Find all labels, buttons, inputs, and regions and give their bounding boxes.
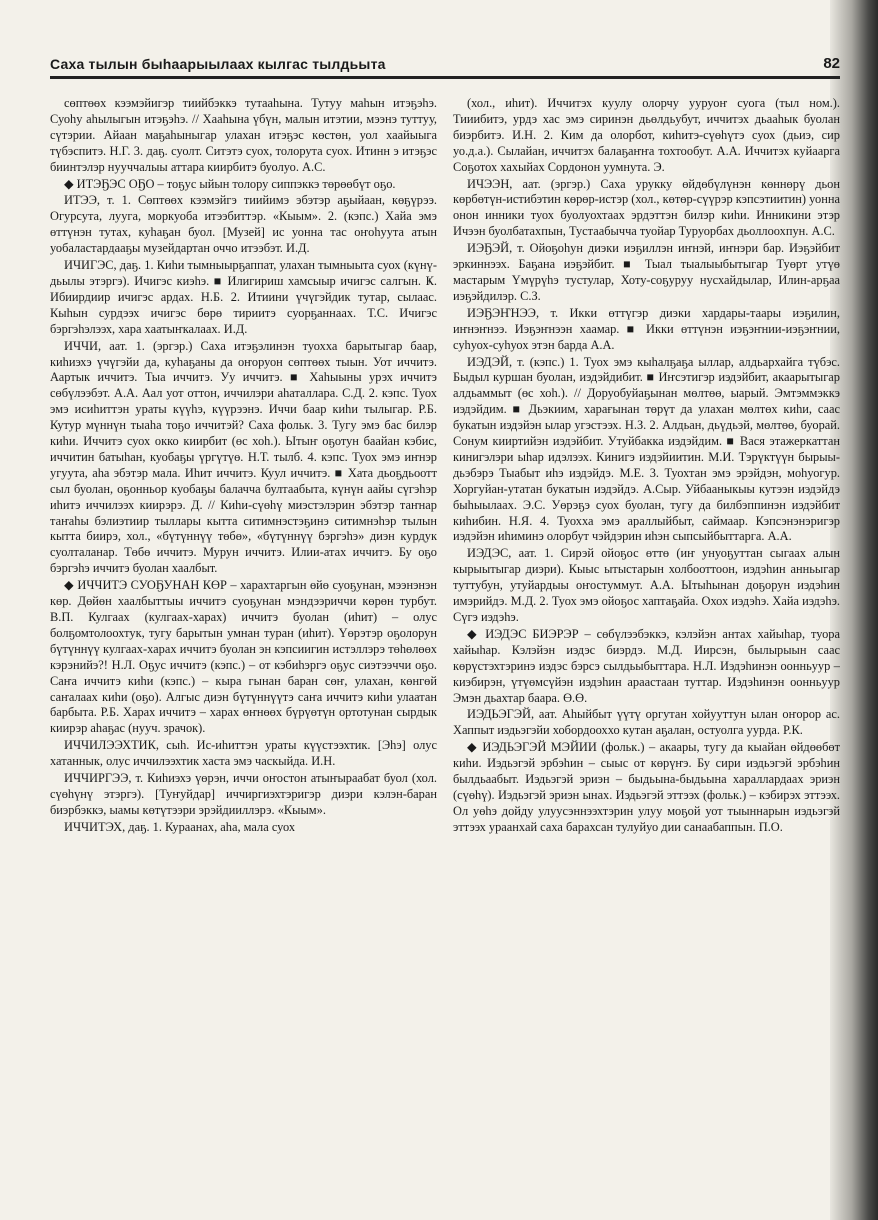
entry-paragraph: ИЭДЬЭГЭЙ, аат. Аһыйбыт үүтү оргутан хойууттун ылан оҥорор ас. Хаппыт иэдьэгэйи хобордооххо кутан аҕалан, остуолга уурда. Р.К. — [453, 707, 840, 738]
entry-paragraph: ИЧЧИЛЭЭХТИК, сыһ. Ис-иһиттэн ураты күүстээхтик. [Эһэ] олус хатаннык, олус иччилээхтик хаста эмэ часкыйда. И.Н. — [50, 738, 437, 769]
entry-paragraph: ИЭДЭЙ, т. (кэпс.) 1. Туох эмэ кыһалҕаҕа ыллар, алдьархайга түбэс. Быдыл куршан буолан, иэдэйдибит. ■ Иҥсэтигэр иэдэйбит, акаарытыгар алдьаммыт (өс хоһ.). // Доруобуйаҕынан мөлтөө, ыарый. Эмтэммэккэ иэдэйдим. ■ Дьэкиим, харағынан төрүт да улахан мөлтөх киһи, саас букатын иэдэйэн ылар угэстээх. Н.З. 2. Алдьан, дьүдьэй, мөлтөө, буорай. Сонум кииртийэн иэдэйбит. Утуйбакка иэдэйдим. ■ Вася этажеркаттан кинигэлэри ыһар идэлээх. Кинигэ иэдэйиитин. М.И. Тэрүктүүн бырыы-дьэбэрэ Тыабыт иһэ иэдэйдэ. М.Е. 3. Туохтан эмэ эрэйдэн, моһуогур. Хоргуйан-утатан букатын иэдэйдэ. А.Сыр. Уйбааныкыы кутээн иэдэйдэ быһыылаах. Э.С. Уөрэҕэ суох буолан, тугу да билбэппинэн иэдэйбит киһибин. Н.Я. 4. Туохха эмэ араллыйбыт, саймаар. Кэпсэнэнэригэр иэдэйэн иһиминэ олорбут чэйдэрин иһэн сыпсыйбыттарга. А.А. — [453, 354, 840, 544]
two-column-body — [50, 96, 840, 1196]
entry-paragraph: ◆ ИЭДЭС БИЭРЭР – сөбүлээбэккэ, кэлэйэн антах хайыһар, туора хайыһар. Кэлэйэн иэдэс биэрдэ. М.Д. Иирсэн, былырыын саас көрүстэхтэринэ иэдэс бэрсэ сылдьыбыттара. Н.Л. Иэдэһинэн оонньуур – киэбирэн, үтүөмсүйэн иэдэһин араастаан туттар. Иэдэһинэн оонньуур Эмэн дьахтар баара. Ө.Ө. — [453, 626, 840, 705]
entry-paragraph: ИЧЧИРГЭЭ, т. Киһиэхэ үөрэн, иччи оҥостон атыҥыраабат буол (хол. сүөһүнү этэргэ). [Туҥуйдар] иччиргиэхтэригэр диэри кэлэн-баран биэрбэккэ, ыамы көтүтээри эрэйдииллэрэ. «Кыым». — [50, 771, 437, 817]
entry-paragraph: ИЭДЭС, аат. 1. Сирэй ойоҕос өттө (иҥ унуоҕуттан сыгаах алын кырыытыгар диэри). Кыыс ытыстарын холбооттоон, иэдэһин анньыгар туттубун, утуйардыы оҥостуммут. А.А. Ытыһынан доҕорун иэдэһин имэрийдэ. М.Д. 2. Туох эмэ ойоҕос хаптаҕайа. Охох иэдэһэ. Хайа иэдэһэ. Сүгэ иэдэһэ. — [453, 546, 840, 624]
entry-paragraph: ◆ ИТЭҔЭС ОҔО – тоҕус ыйын толору сиппэккэ төрөөбүт оҕо. — [64, 176, 396, 191]
entry-paragraph: ИЧЧИ, аат. 1. (эргэр.) Саха итэҕэлинэн туохха барытыгар баар, киһиэхэ үчүгэйи да, куһаҕаны да оҥоруон сөптөөх тыын. Уот иччитэ. Аартык иччитэ. Тыа иччитэ. Уу иччитэ. ■ Хаһыыны урэх иччитэ сөбүлээбэт. А.А. Аал уот оттон, иччилэри аһаталлара. С.Д. 2. кэпс. Туох эмэ исиһиттэн ураты күүһэ, күүрээнэ. Иччи баар киһи тылыгар. Р.Б. Кутур мүннүн тыаһа тоҕо иччитэй? Саха фольк. 3. Тугу эмэ бас билэр киһи. Иччитэ суох окко киирбит (өс хоһ.). Ытыҥ оҕотун баайан кэбис, иччитин батыһан, куобаҕы үргүтүө. Н.Т. тылб. 4. кэпс. Туох эмэ иҥнэр угуута, аһа эбэтэр мала. Иһит иччитэ. Куул иччитэ. ■ Хата дьоҕдьоотт сыл буолан, оҕонньор куобаҕы балачча бултаабыта, күнүн аайы сүгэһэр иһитэ иччилээх киирэрэ. Д. // Киһи-сүөһү миэстэлэрин эбэтэр таҥнар таҥаһы бэлиэтиир тыллары кытта ситимнэстэҕинэ ситимнэһэр тылын кытта биирэ, хол., «бүтүннүү төбө», «бүтүннүү бэргэһэ» диэн курдук суолталанар. Төбө иччитэ. Мурун иччитэ. Илии-атах иччитэ. Бу оҕо бэргэһэ иччитэ буолан хаалбыт. — [50, 338, 437, 576]
entry-paragraph: ИЭҔЭҤНЭЭ, т. Икки өттүгэр диэки хардары-таары иэҕилин, иҥнэҥнээ. Иэҕэҥнээн хаамар. ■ Икки өттүнэн иэҕэҥнии-иэҕэҥнии, суһуох-суһуох этэн барда А.А. — [453, 305, 840, 352]
left-column — [50, 96, 437, 1196]
entry-paragraph: ИЧЧИТЭХ, даҕ. 1. Кураанах, аһа, мала суох — [64, 819, 296, 834]
entry-paragraph: (хол., иһит). Иччитэх куулу олорчу ууруоҥ суога (тыл ном.). Тииибитэ, урдэ хас эмэ сиринэн дьөлдьубут, иччитэх дьааһык буолан биэрбитэ. И.Н. 2. Ким да олорбот, киһитэ-сүөһүтэ суох (дьиэ, сир уо.д.а.). Сылайан, иччитэх балаҕаҥҥа тохтообут. А.А. Иччитэх куйаарга Соҕотох хахыйах Сордонон уумнута. Э. — [453, 96, 840, 174]
entry-paragraph: ИЧЭЭН, аат. (эргэр.) Саха урукку өйдөбүлүнэн көннөрү дьон көрбөтүн-истибэтин көрөр-истэр (хол., көтөр-сүүрэр кэпсэтиитин) уонна онон инники туох буолуохтаах эрдэттэн билэр киһи. Инникини этэр Ичээн буолбатахпын, Тустаабычча туойар Туруорбах дьоллоохпун. А.С. — [453, 176, 840, 239]
entry-paragraph: ИТЭЭ, т. 1. Сөптөөх кээмэйгэ тиийимэ эбэтэр аҕыйаан, көҕүрээ. Огурсута, лууга, моркуоба итээбиттэр. «Кыым». 2. (кэпс.) Хайа эмэ өттүнэн тутах, куһаҕан буол. [Музей] ис уонна тас оҥоһуута атын уобаластардааҕы музейдартан оччо итээбэт. И.Д. — [50, 193, 437, 256]
entry-paragraph: ИЭҔЭЙ, т. Ойоҕоһун диэки иэҕиллэн иҥнэй, иҥнэри бар. Иэҕэйбит эркиннээх. Баҕана иэҕэйбит. ■ Тыал тыалыыбытыгар Туөрт утүө мастарым Үмүрүһэ тустулар, Хоту-соҕуруу нусхайдылар, Илин-арҕаа иэҕэйдилэр. С.З. — [453, 241, 840, 303]
right-column — [453, 96, 840, 1196]
running-title: Саха тылын быһаарыылаах кылгас тылдьыта — [50, 56, 386, 72]
page-header — [50, 52, 840, 79]
entry-paragraph: ◆ ИЧЧИТЭ СУОҔУНАН КӨР – харахтаргын өйө суоҕунан, мээнэнэн көр. Дөйөн хаалбыттыы иччитэ суоҕунан мэндээриччи көрөн турбут. В.П. Кулгаах (кулгаах-харах) иччитэ буолан (иһит) – олус болҕомтолоохтук, тугу барытын умнан туран (иһит). Үөрэтэр оҕолорун бүтүннүү кулгаах-харах иччитэ буолан эн кэпсиигин истэллэрэ төһөлөөх кэрэнийэ?! Н.Л. Оҕус иччитэ (кэпс.) – от кэбиһэргэ оҕус сиэтээччи оҕо. Саҥа иччитэ киһи (кэпс.) – кыра гынан баран сөҥ, улахан, көнгөй саҥалаах киһи (оҕо). Алгыс диэн бүтүннүүтэ саҥа иччитэ киһи улаатан барбыта. Р.Б. Харах иччитэ – харах өҥнөөх бүрүөтүн ортотунан сырдык киирэр аһаҕас (нууч. зрачок). — [50, 578, 437, 736]
entry-paragraph: сөптөөх кээмэйигэр тиийбэккэ тутааһына. Тутуу маһын итэҕэһэ. Суоһу аһылыгын итэҕэһэ. // Хааһына үбүн, малын итэтии, мээнэ туттуу, сүтэрии. Айаан маҕаһыныгар улахан итэҕэс көстөн, уол хаайыыга түбэспитэ. Н.Г. 3. даҕ. суолт. Ситэтэ суох, толорута суох. Итинн э итэҕэс биинтэлэр нууччалыы аттара киирбитэ буолуо. А.С. — [50, 96, 437, 174]
entry-paragraph: ИЧИГЭС, даҕ. 1. Киһи тымныырҕаппат, улахан тымныыта суох (күнү-дьылы этэргэ). Ичигэс киэһэ. ■ Илигириш хамсыыр ичигэс салгын. Ҝ. Ибиирдиир ичигэс ардах. Н.Б. 2. Итиини үчүгэйдик тутар, сылаас. Кыһын сурдээх ичигэс бөрө тириитэ суорҕаннаах. Т.С. Ичигэс бэргэһэлээх, хара хаатыҥкалаах. И.Д. — [50, 258, 437, 336]
page-number: 82 — [823, 55, 840, 72]
entry-paragraph: ◆ ИЭДЬЭГЭЙ МЭЙИИ (фольк.) – акаары, тугу да кыайан өйдөөбөт киһи. Иэдьэгэй эрбэһин – сыыс от көрүҥэ. Бу сири иэдьэгэй эрбэһин былдьаабыт. Иэдьэгэй эриэн – быдьына-быдьына хараллардаах эриэн (сүөһү). Иэдьэгэй эриэн ынах. Иэдьэгэй эттээх (фольк.) – кэбирэх эттээх. Ол уөһэ дойду улуусэннээхтэрин улуу моҕой уот тыыннарын иэдьэгэй эттээх ураанхай саха барахсан тулуйуо дии санаабаппын. П.О. — [453, 740, 840, 834]
